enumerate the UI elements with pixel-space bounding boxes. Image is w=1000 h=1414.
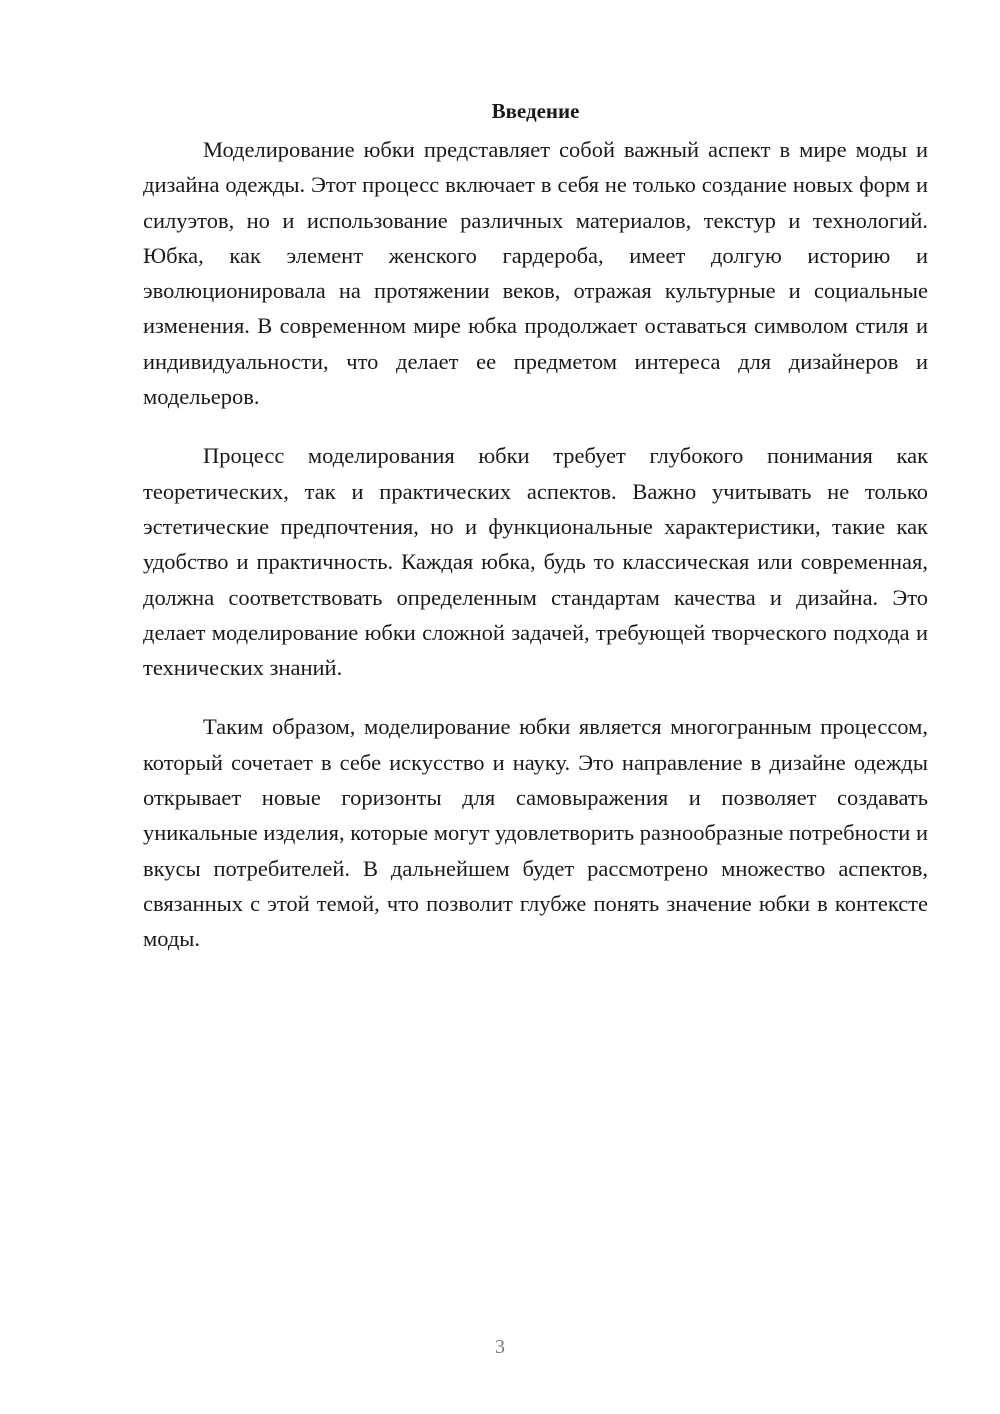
page-title: Введение bbox=[491, 99, 580, 123]
paragraph-1: Моделирование юбки представляет собой важный аспект в мире моды и дизайна одежды. Этот процесс включает в себя не только создание новых форм и силуэтов, но и использование различных материалов, текстур и технологий. Юбка, как элемент женского гардероба, имеет долгую историю и эволюционировала на протяжении веков, отражая культурные и социальные изменения. В современном мире юбка продолжает оставаться символом стиля и индивидуальности, что делает ее предметом интереса для дизайнеров и модельеров. bbox=[143, 137, 928, 410]
paragraph-3: Таким образом, моделирование юбки является многогранным процессом, который сочетает в себе искусство и науку. Это направление в дизайне одежды открывает новые горизонты для самовыражения и позволяет создавать уникальные изделия, которые могут удовлетворить разнообразные потребности и вкусы потребителей. В дальнейшем будет рассмотрено множество аспектов, связанных с этой темой, что позволит глубже понять значение юбки в контексте моды. bbox=[143, 714, 928, 952]
page-content bbox=[143, 96, 928, 981]
paragraph-2: Процесс моделирования юбки требует глубокого понимания как теоретических, так и практических аспектов. Важно учитывать не только эстетические предпочтения, но и функциональные характеристики, такие как удобство и практичность. Каждая юбка, будь то классическая или современная, должна соответствовать определенным стандартам качества и дизайна. Это делает моделирование юбки сложной задачей, требующей творческого подхода и технических знаний. bbox=[143, 443, 928, 681]
page-number: 3 bbox=[495, 1336, 505, 1358]
